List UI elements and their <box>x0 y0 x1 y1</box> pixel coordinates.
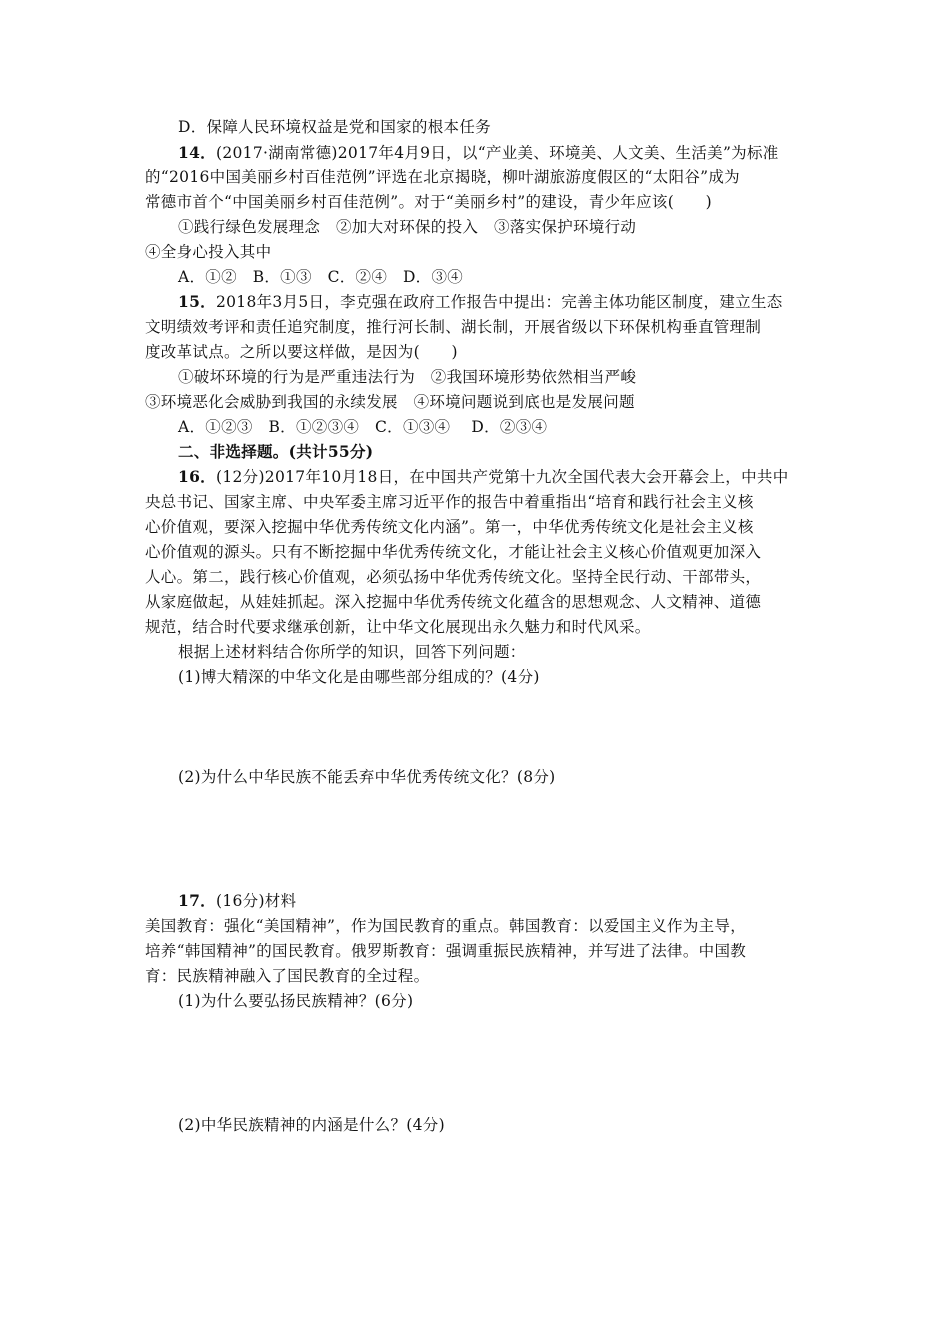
q15-number: 15． <box>178 292 216 311</box>
q14-first-line <box>178 142 779 164</box>
q14-statements-line-1: ①践行绿色发展理念 ②加大对环保的投入 ③落实保护环境行动 <box>178 218 637 236</box>
q14-text-line-3: 常德市首个“中国美丽乡村百佳范例”。对于“美丽乡村”的建设，青少年应该( ) <box>145 193 712 211</box>
q17-first-line <box>178 890 296 912</box>
q16-text-line-2: 央总书记、国家主席、中央军委主席习近平作的报告中着重指出“培育和践行社会主义核 <box>145 493 754 511</box>
q17-text-line-3: 育：民族精神融入了国民教育的全过程。 <box>145 967 430 985</box>
q15-statements-line-1: ①破坏环境的行为是严重违法行为 ②我国环境形势依然相当严峻 <box>178 368 637 386</box>
q13-option-d: D．保障人民环境权益是党和国家的根本任务 <box>178 118 491 136</box>
q17-sub-question-2: (2)中华民族精神的内涵是什么？(4分) <box>178 1116 445 1134</box>
q17-header: (16分)材料 <box>215 892 297 910</box>
q15-text-line-2: 文明绩效考评和责任追究制度，推行河长制、湖长制，开展省级以下环保机构垂直管理制 <box>145 318 762 336</box>
q15-text-line-1: 2018年3月5日，李克强在政府工作报告中提出：完善主体功能区制度，建立生态 <box>215 293 783 311</box>
q16-text-line-1: (12分)2017年10月18日，在中国共产党第十九次全国代表大会开幕会上，中共中 <box>215 468 789 486</box>
q15-statements-line-2: ③环境恶化会威胁到我国的永续发展 ④环境问题说到底也是发展问题 <box>145 393 635 411</box>
q16-text-line-4: 心价值观的源头。只有不断挖掘中华优秀传统文化，才能让社会主义核心价值观更加深入 <box>145 543 762 561</box>
q15-options: A．①②③ B．①②③④ C．①③④ D．②③④ <box>178 418 548 436</box>
q17-number: 17． <box>178 891 216 910</box>
q16-number: 16． <box>178 467 216 486</box>
q15-text-line-3: 度改革试点。之所以要这样做，是因为( ) <box>145 343 458 361</box>
q14-text-line-1: (2017·湖南常德)2017年4月9日，以“产业美、环境美、人文美、生活美”为标准 <box>215 144 779 162</box>
q14-statements-line-2: ④全身心投入其中 <box>145 243 272 261</box>
section-2-heading: 二、非选择题。(共计55分) <box>178 442 374 461</box>
q16-instruction: 根据上述材料结合你所学的知识，回答下列问题： <box>178 643 526 661</box>
q16-text-line-5: 人心。第二，践行核心价值观，必须弘扬中华优秀传统文化。坚持全民行动、干部带头， <box>145 568 762 586</box>
q17-sub-question-1: (1)为什么要弘扬民族精神？(6分) <box>178 992 414 1010</box>
q16-sub-question-1: (1)博大精深的中华文化是由哪些部分组成的？(4分) <box>178 668 540 686</box>
q14-text-line-2: 的“2016中国美丽乡村百佳范例”评选在北京揭晓，柳叶湖旅游度假区的“太阳谷”成为 <box>145 168 740 186</box>
q16-text-line-3: 心价值观，要深入挖掘中华优秀传统文化内涵”。第一，中华优秀传统文化是社会主义核 <box>145 518 754 536</box>
q14-number: 14． <box>178 143 216 162</box>
q16-text-line-6: 从家庭做起，从娃娃抓起。深入挖掘中华优秀传统文化蕴含的思想观念、人文精神、道德 <box>145 593 762 611</box>
q16-first-line <box>178 466 789 488</box>
q17-text-line-1: 美国教育：强化“美国精神”，作为国民教育的重点。韩国教育：以爱国主义作为主导， <box>145 917 747 935</box>
q17-text-line-2: 培养“韩国精神”的国民教育。俄罗斯教育：强调重振民族精神，并写进了法律。中国教 <box>145 942 747 960</box>
q14-options: A．①② B．①③ C．②④ D．③④ <box>178 268 464 286</box>
q16-sub-question-2: (2)为什么中华民族不能丢弃中华优秀传统文化？(8分) <box>178 768 556 786</box>
q16-text-line-7: 规范，结合时代要求继承创新，让中华文化展现出永久魅力和时代风采。 <box>145 618 651 636</box>
q15-first-line <box>178 291 783 313</box>
